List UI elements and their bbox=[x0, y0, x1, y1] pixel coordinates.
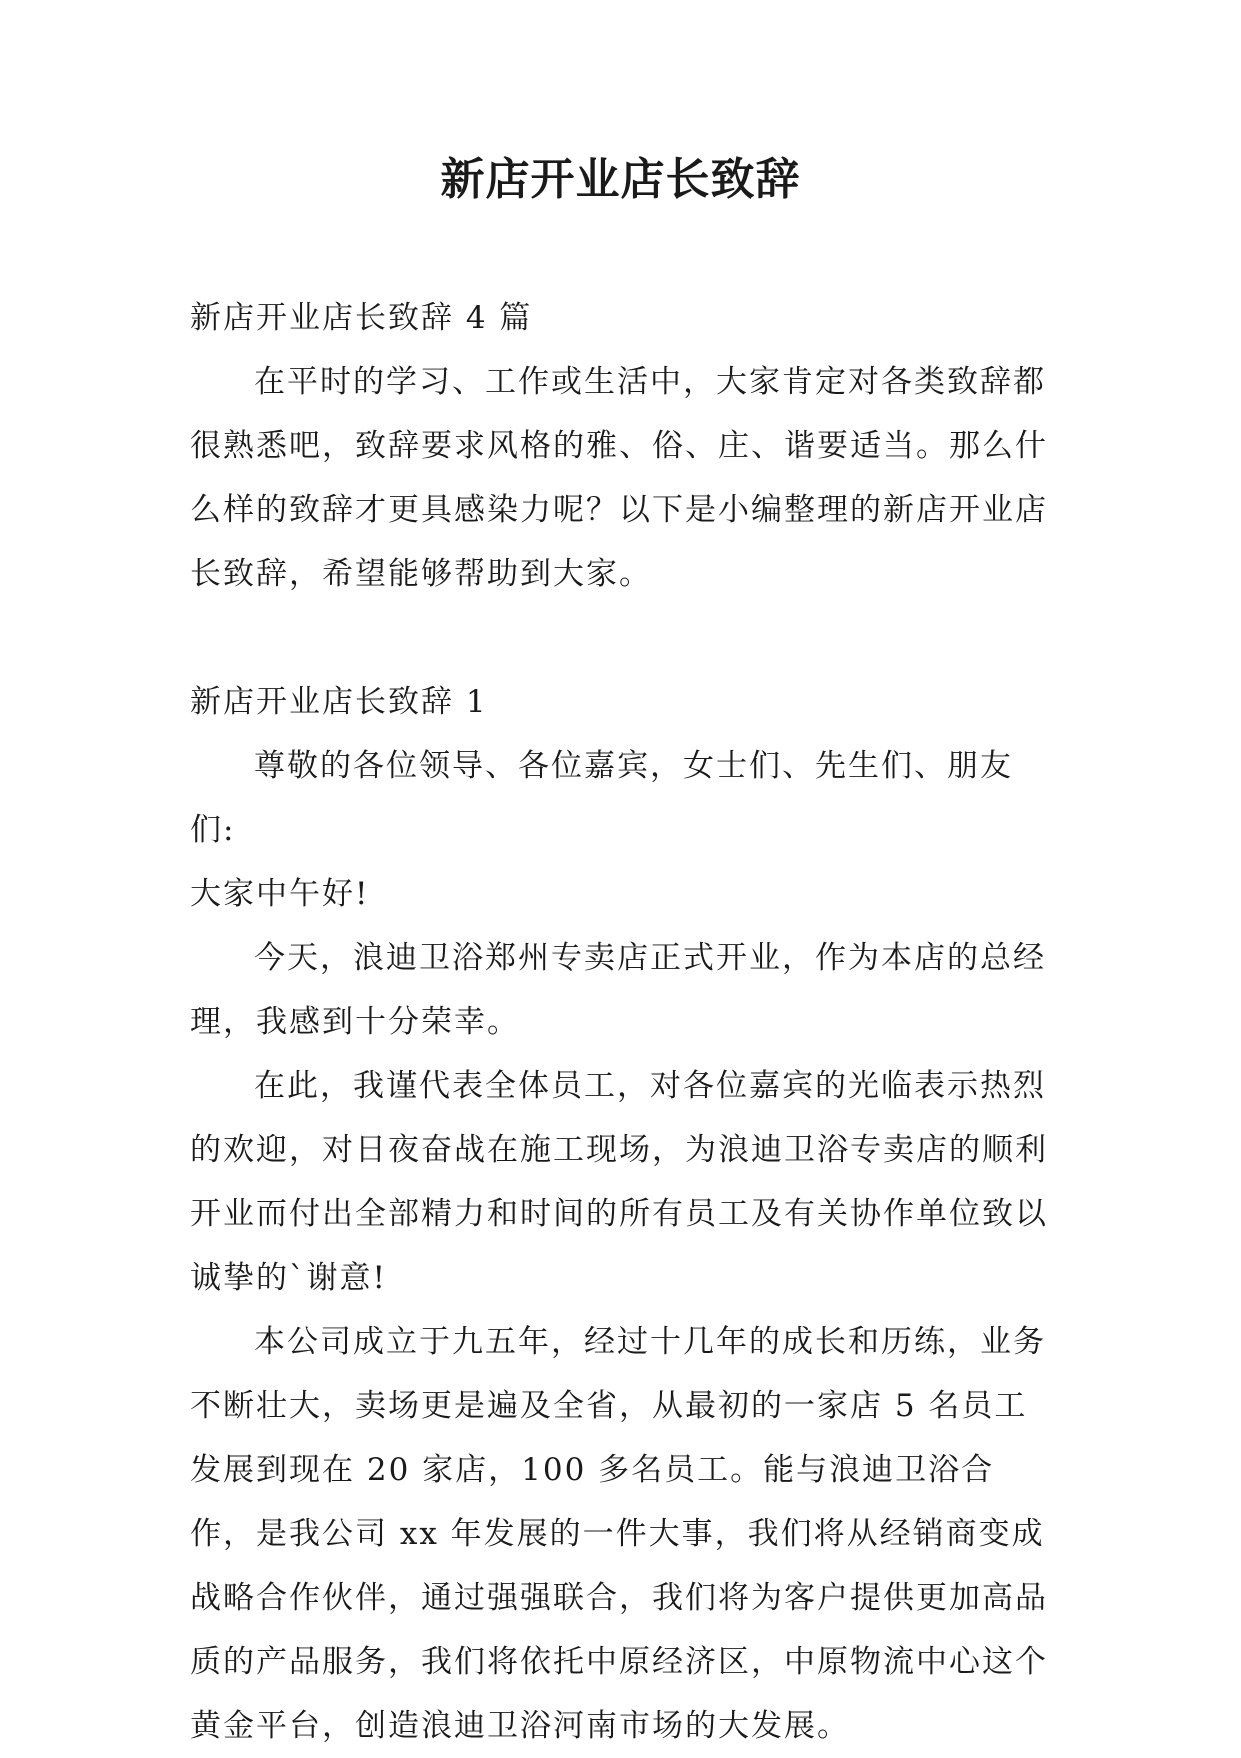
section-spacer bbox=[190, 606, 1055, 670]
collection-subtitle: 新店开业店长致辞 4 篇 bbox=[190, 300, 533, 336]
document-title: 新店开业店长致辞 bbox=[440, 154, 801, 205]
intro-paragraph: 在平时的学习、工作或生活中，大家肯定对各类致辞都很熟悉吧，致辞要求风格的雅、俗、庄、谐要适当。那么什么样的致辞才更具感染力呢？以下是小编整理的新店开业店长致辞，希望能够帮助到大家。 bbox=[190, 364, 1048, 592]
company-history-paragraph: 本公司成立于九五年，经过十几年的成长和历练，业务不断壮大，卖场更是遍及全省，从最初的一家店 5 名员工发展到现在 20 家店，100 多名员工。能与浪迪卫浴合作，是我公司 xx 年发展的一件大事，我们将从经销商变成战略合作伙伴，通过强强联合，我们将为客户提供更加高品质的产品服务，我们将依托中原经济区，中原物流中心这个黄金平台，创造浪迪卫浴河南市场的大发展。 bbox=[190, 1324, 1048, 1744]
document-body bbox=[190, 286, 1055, 1758]
section-heading: 新店开业店长致辞 1 bbox=[190, 684, 488, 720]
salutation-paragraph: 尊敬的各位领导、各位嘉宾，女士们、先生们、朋友们: bbox=[190, 748, 1013, 848]
thanks-paragraph: 在此，我谨代表全体员工，对各位嘉宾的光临表示热烈的欢迎，对日夜奋战在施工现场，为浪迪卫浴专卖店的顺利开业而付出全部精力和时间的所有员工及有关协作单位致以诚挚的`谢意! bbox=[190, 1068, 1048, 1296]
opening-paragraph: 今天，浪迪卫浴郑州专卖店正式开业，作为本店的总经理，我感到十分荣幸。 bbox=[190, 940, 1046, 1040]
greeting-paragraph: 大家中午好! bbox=[190, 876, 370, 912]
